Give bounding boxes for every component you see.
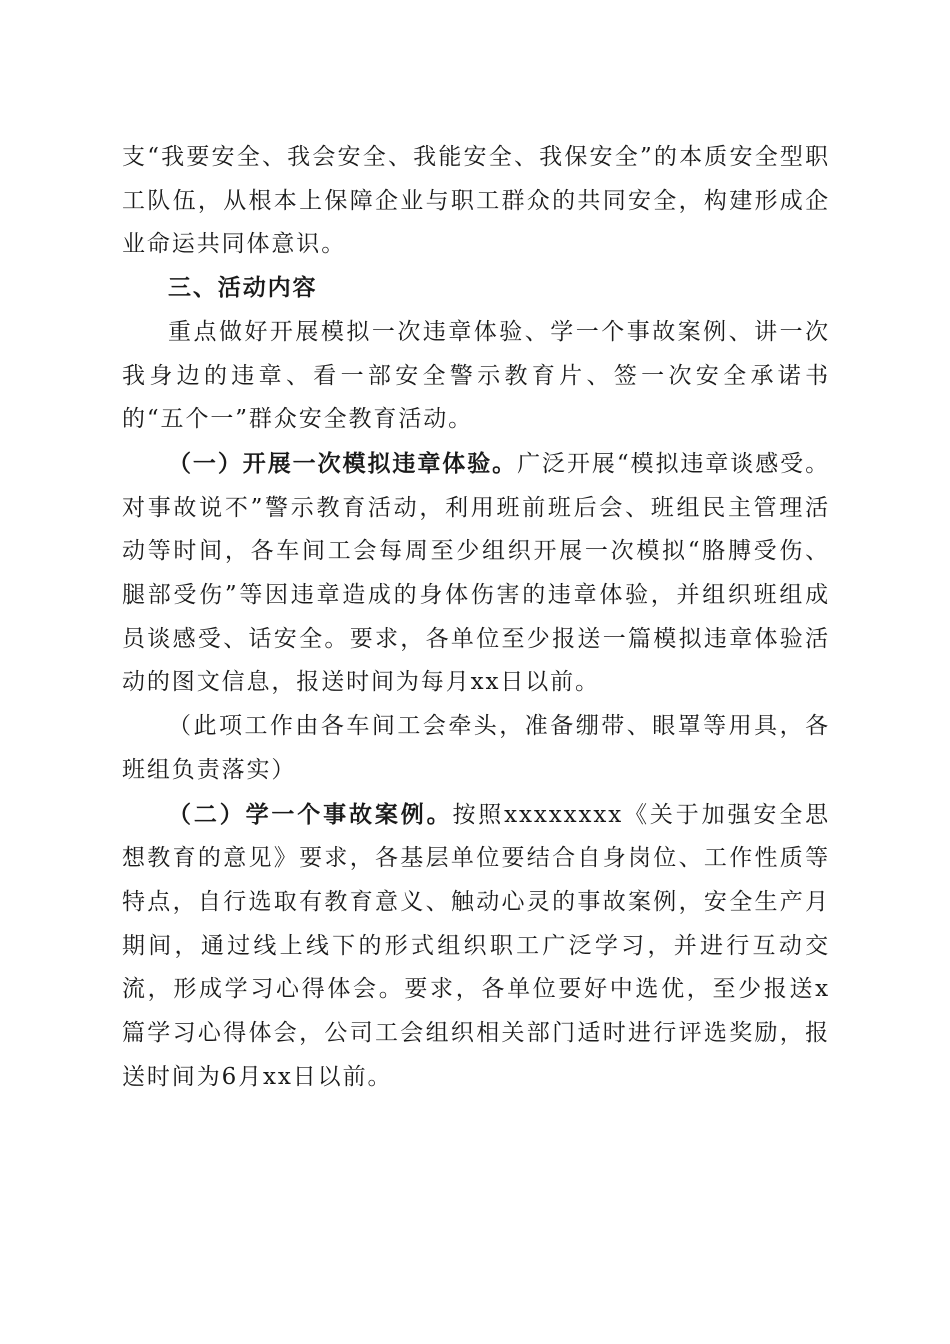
paragraph-item-2 [122, 793, 830, 1100]
document-page [122, 136, 830, 1099]
item-2-body: 按照xxxxxxxx《关于加强安全思想教育的意见》要求，各基层单位要结合自身岗位、工作性质等特点，自行选取有教育意义、触动心灵的事故案例，安全生产月期间，通过线上线下的形式组织职工广泛学习，并进行互动交流，形成学习心得体会。要求，各单位要好中选优，至少报送x篇学习心得体会，公司工会组织相关部门适时进行评选奖励，报送时间为6月xx日以前。 [122, 801, 830, 1090]
item-1-lead: （一）开展一次模拟违章体验。 [168, 449, 518, 477]
item-1-body: 广泛开展“模拟违章谈感受。对事故说不”警示教育活动，利用班前班后会、班组民主管理活动等时间，各车间工会每周至少组织开展一次模拟“胳膊受伤、腿部受伤”等因违章造成的身体伤害的违章体验，并组织班组成员谈感受、话安全。要求，各单位至少报送一篇模拟违章体验活动的图文信息，报送时间为每月xx日以前。 [122, 450, 830, 696]
paragraph-item-1-note: （此项工作由各车间工会牵头，准备绷带、眼罩等用具，各班组负责落实） [122, 713, 830, 783]
item-2-lead: （二）学一个事故案例。 [168, 800, 453, 828]
paragraph-item-1 [122, 442, 830, 705]
section-heading-activity-content: 三、活动内容 [168, 275, 318, 302]
paragraph-overview: 重点做好开展模拟一次违章体验、学一个事故案例、讲一次我身边的违章、看一部安全警示教育片、签一次安全承诺书的“五个一”群众安全教育活动。 [122, 318, 830, 433]
paragraph-continuation: 支“我要安全、我会安全、我能安全、我保安全”的本质安全型职工队伍，从根本上保障企业与职工群众的共同安全，构建形成企业命运共同体意识。 [122, 144, 830, 258]
